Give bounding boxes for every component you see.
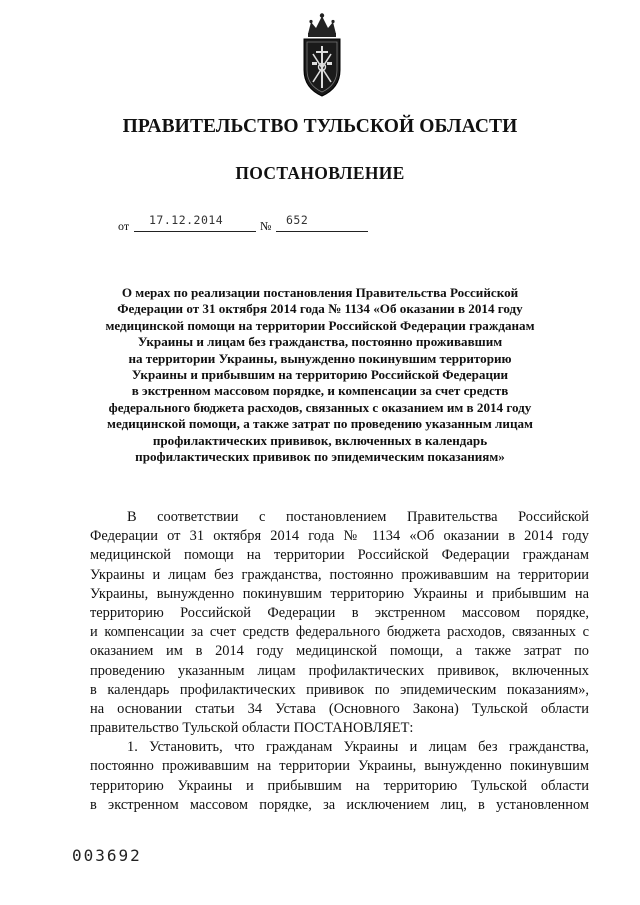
body-line: постоянно проживавшим на территории Украины, вынужденно покинувшим [90, 758, 589, 775]
title-line: профилактических прививок по эпидемическим показаниям» [135, 449, 505, 465]
decree-title [100, 285, 540, 465]
date-number-line [118, 213, 378, 235]
body-line: Украины и лицам без гражданства, постоянно проживавшим на территории [90, 566, 589, 583]
title-line: медицинской помощи, а также затрат по проведению указанным лицам [107, 416, 533, 432]
title-line: О мерах по реализации постановления Правительства Российской [121, 285, 519, 300]
date-underline [134, 231, 256, 232]
body-line: Федерации от 31 октября 2014 года № 1134 «Об оказании в 2014 году [90, 528, 589, 545]
number-underline [276, 231, 368, 232]
title-line: Федерации от 31 октября 2014 года № 1134 «Об оказании в 2014 году [117, 301, 523, 317]
title-line: медицинской помощи на территории Российской Федерации гражданам [105, 317, 535, 333]
body-line: Украины, вынужденно покинувшим территорию Украины и прибывшим на [90, 585, 589, 602]
number-label: № [260, 219, 272, 233]
from-label: от [118, 219, 130, 233]
serial-number: 003692 [72, 846, 142, 865]
decree-date: 17.12.2014 [149, 213, 224, 227]
body-line: проведению указанным лицам профилактических прививок, включенных [90, 662, 589, 679]
body-line: территорию Российской Федерации в экстренном массовом порядке, [90, 604, 589, 621]
body-line: В соответствии с постановлением Правительства Российской [127, 509, 589, 525]
title-line: Украины и прибывшим на территорию Российской Федерации [131, 367, 509, 383]
body-line: и компенсации за счет средств федерального бюджета расходов, связанных с [90, 624, 589, 641]
title-line: на территории Украины, вынужденно покинувшим территорию [128, 350, 512, 366]
title-line: Украины и лицам без гражданства, постоянно проживавшим [137, 334, 503, 350]
document-type: ПОСТАНОВЛЕНИЕ [235, 163, 405, 183]
title-line: профилактических прививок, включенных в календарь [152, 432, 488, 448]
title-line: федерального бюджета расходов, связанных с оказанием им в 2014 году [108, 399, 532, 415]
body-line: территорию Украины и прибывшим на территорию Тульской области [90, 777, 589, 794]
tula-coat-of-arms-icon [299, 12, 345, 98]
decree-body [90, 508, 589, 815]
body-line: на основании статьи 34 Устава (Основного Закона) Тульской области [90, 700, 589, 717]
government-name: ПРАВИТЕЛЬСТВО ТУЛЬСКОЙ ОБЛАСТИ [122, 116, 518, 137]
body-line: оказанием им в 2014 году медицинской помощи, а также затрат по [90, 643, 589, 660]
body-line: медицинской помощи на территории Российской Федерации гражданам [90, 547, 589, 564]
body-line: в календарь профилактических прививок по эпидемическим показаниям», [90, 681, 589, 698]
body-line: в экстренном массовом порядке, за исключением лиц, в установленном [90, 796, 589, 813]
body-line: 1. Установить, что гражданам Украины и лицам без гражданства, [127, 739, 589, 756]
decree-number: 652 [286, 213, 309, 227]
body-line: правительство Тульской области ПОСТАНОВЛЯЕТ: [90, 720, 414, 737]
title-line: в экстренном массовом порядке, и компенсации за счет средств [131, 383, 509, 399]
